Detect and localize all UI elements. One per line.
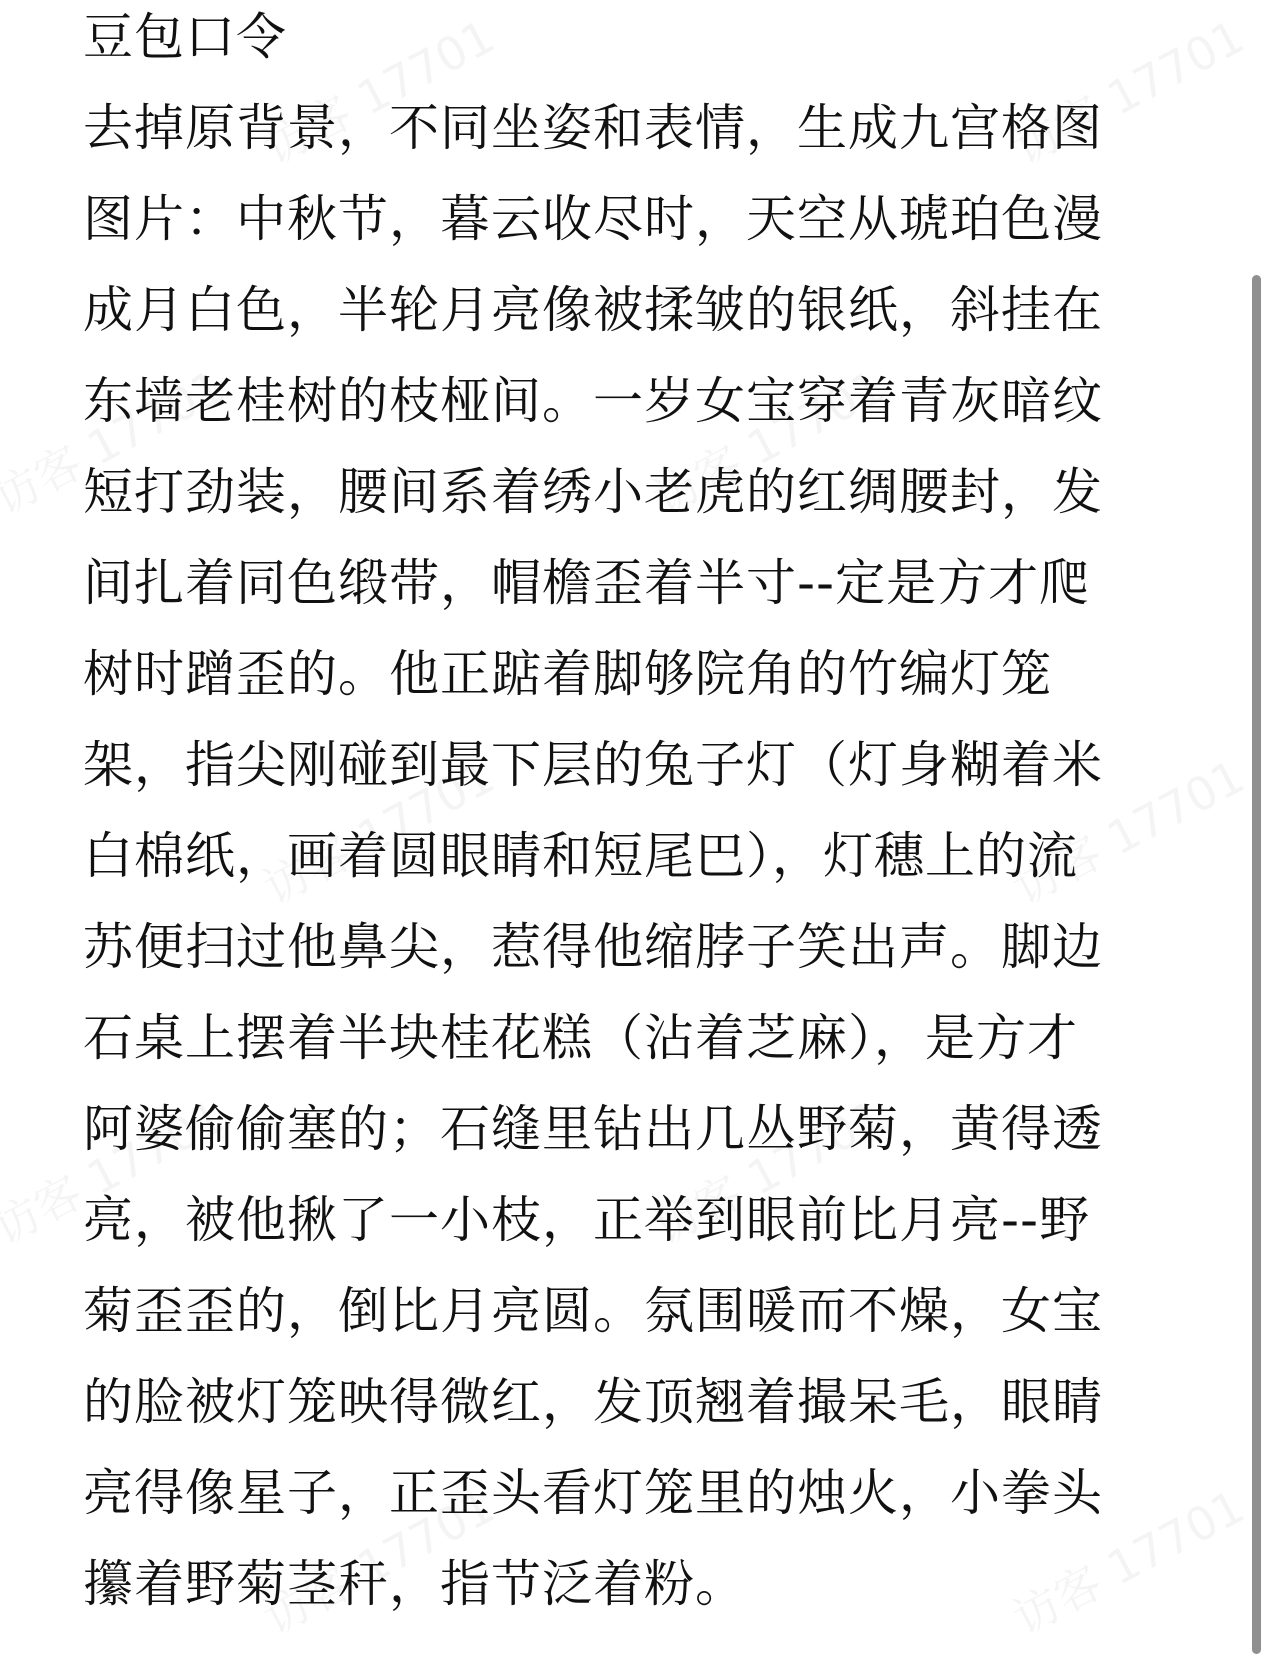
text-line: 东墙老桂树的枝桠间。一岁女宝穿着青灰暗纹 [83, 372, 1103, 430]
text-line: 白棉纸，画着圆眼睛和短尾巴），灯穗上的流 [83, 827, 1078, 885]
text-line: 短打劲装，腰间系着绣小老虎的红绸腰封，发 [83, 463, 1103, 521]
text-line: 图片：中秋节，暮云收尽时，天空从琥珀色漫 [83, 190, 1103, 248]
text-line: 的脸被灯笼映得微红，发顶翘着撮呆毛，眼睛 [83, 1373, 1103, 1431]
text-line: 亮，被他揪了一小枝，正举到眼前比月亮--野 [83, 1191, 1091, 1249]
text-line: 菊歪歪的，倒比月亮圆。氛围暖而不燥，女宝 [83, 1282, 1103, 1340]
document-body [83, 0, 1173, 1630]
text-line: 亮得像星子，正歪头看灯笼里的烛火，小拳头 [83, 1464, 1103, 1522]
scrollbar-thumb[interactable] [1252, 275, 1261, 1654]
text-line: 攥着野菊茎秆，指节泛着粉。 [83, 1555, 746, 1613]
text-line: 间扎着同色缎带，帽檐歪着半寸--定是方才爬 [83, 554, 1091, 612]
text-line: 石桌上摆着半块桂花糕（沾着芝麻），是方才 [83, 1009, 1078, 1067]
document-title: 豆包口令 [83, 8, 287, 66]
text-line: 树时蹭歪的。他正踮着脚够院角的竹编灯笼 [83, 645, 1052, 703]
text-line: 成月白色，半轮月亮像被揉皱的银纸，斜挂在 [83, 281, 1103, 339]
text-line: 架，指尖刚碰到最下层的兔子灯（灯身糊着米 [83, 736, 1103, 794]
text-line: 苏便扫过他鼻尖，惹得他缩脖子笑出声。脚边 [83, 918, 1103, 976]
text-line: 去掉原背景，不同坐姿和表情，生成九宫格图 [83, 99, 1103, 157]
text-line: 阿婆偷偷塞的；石缝里钻出几丛野菊，黄得透 [83, 1100, 1103, 1158]
